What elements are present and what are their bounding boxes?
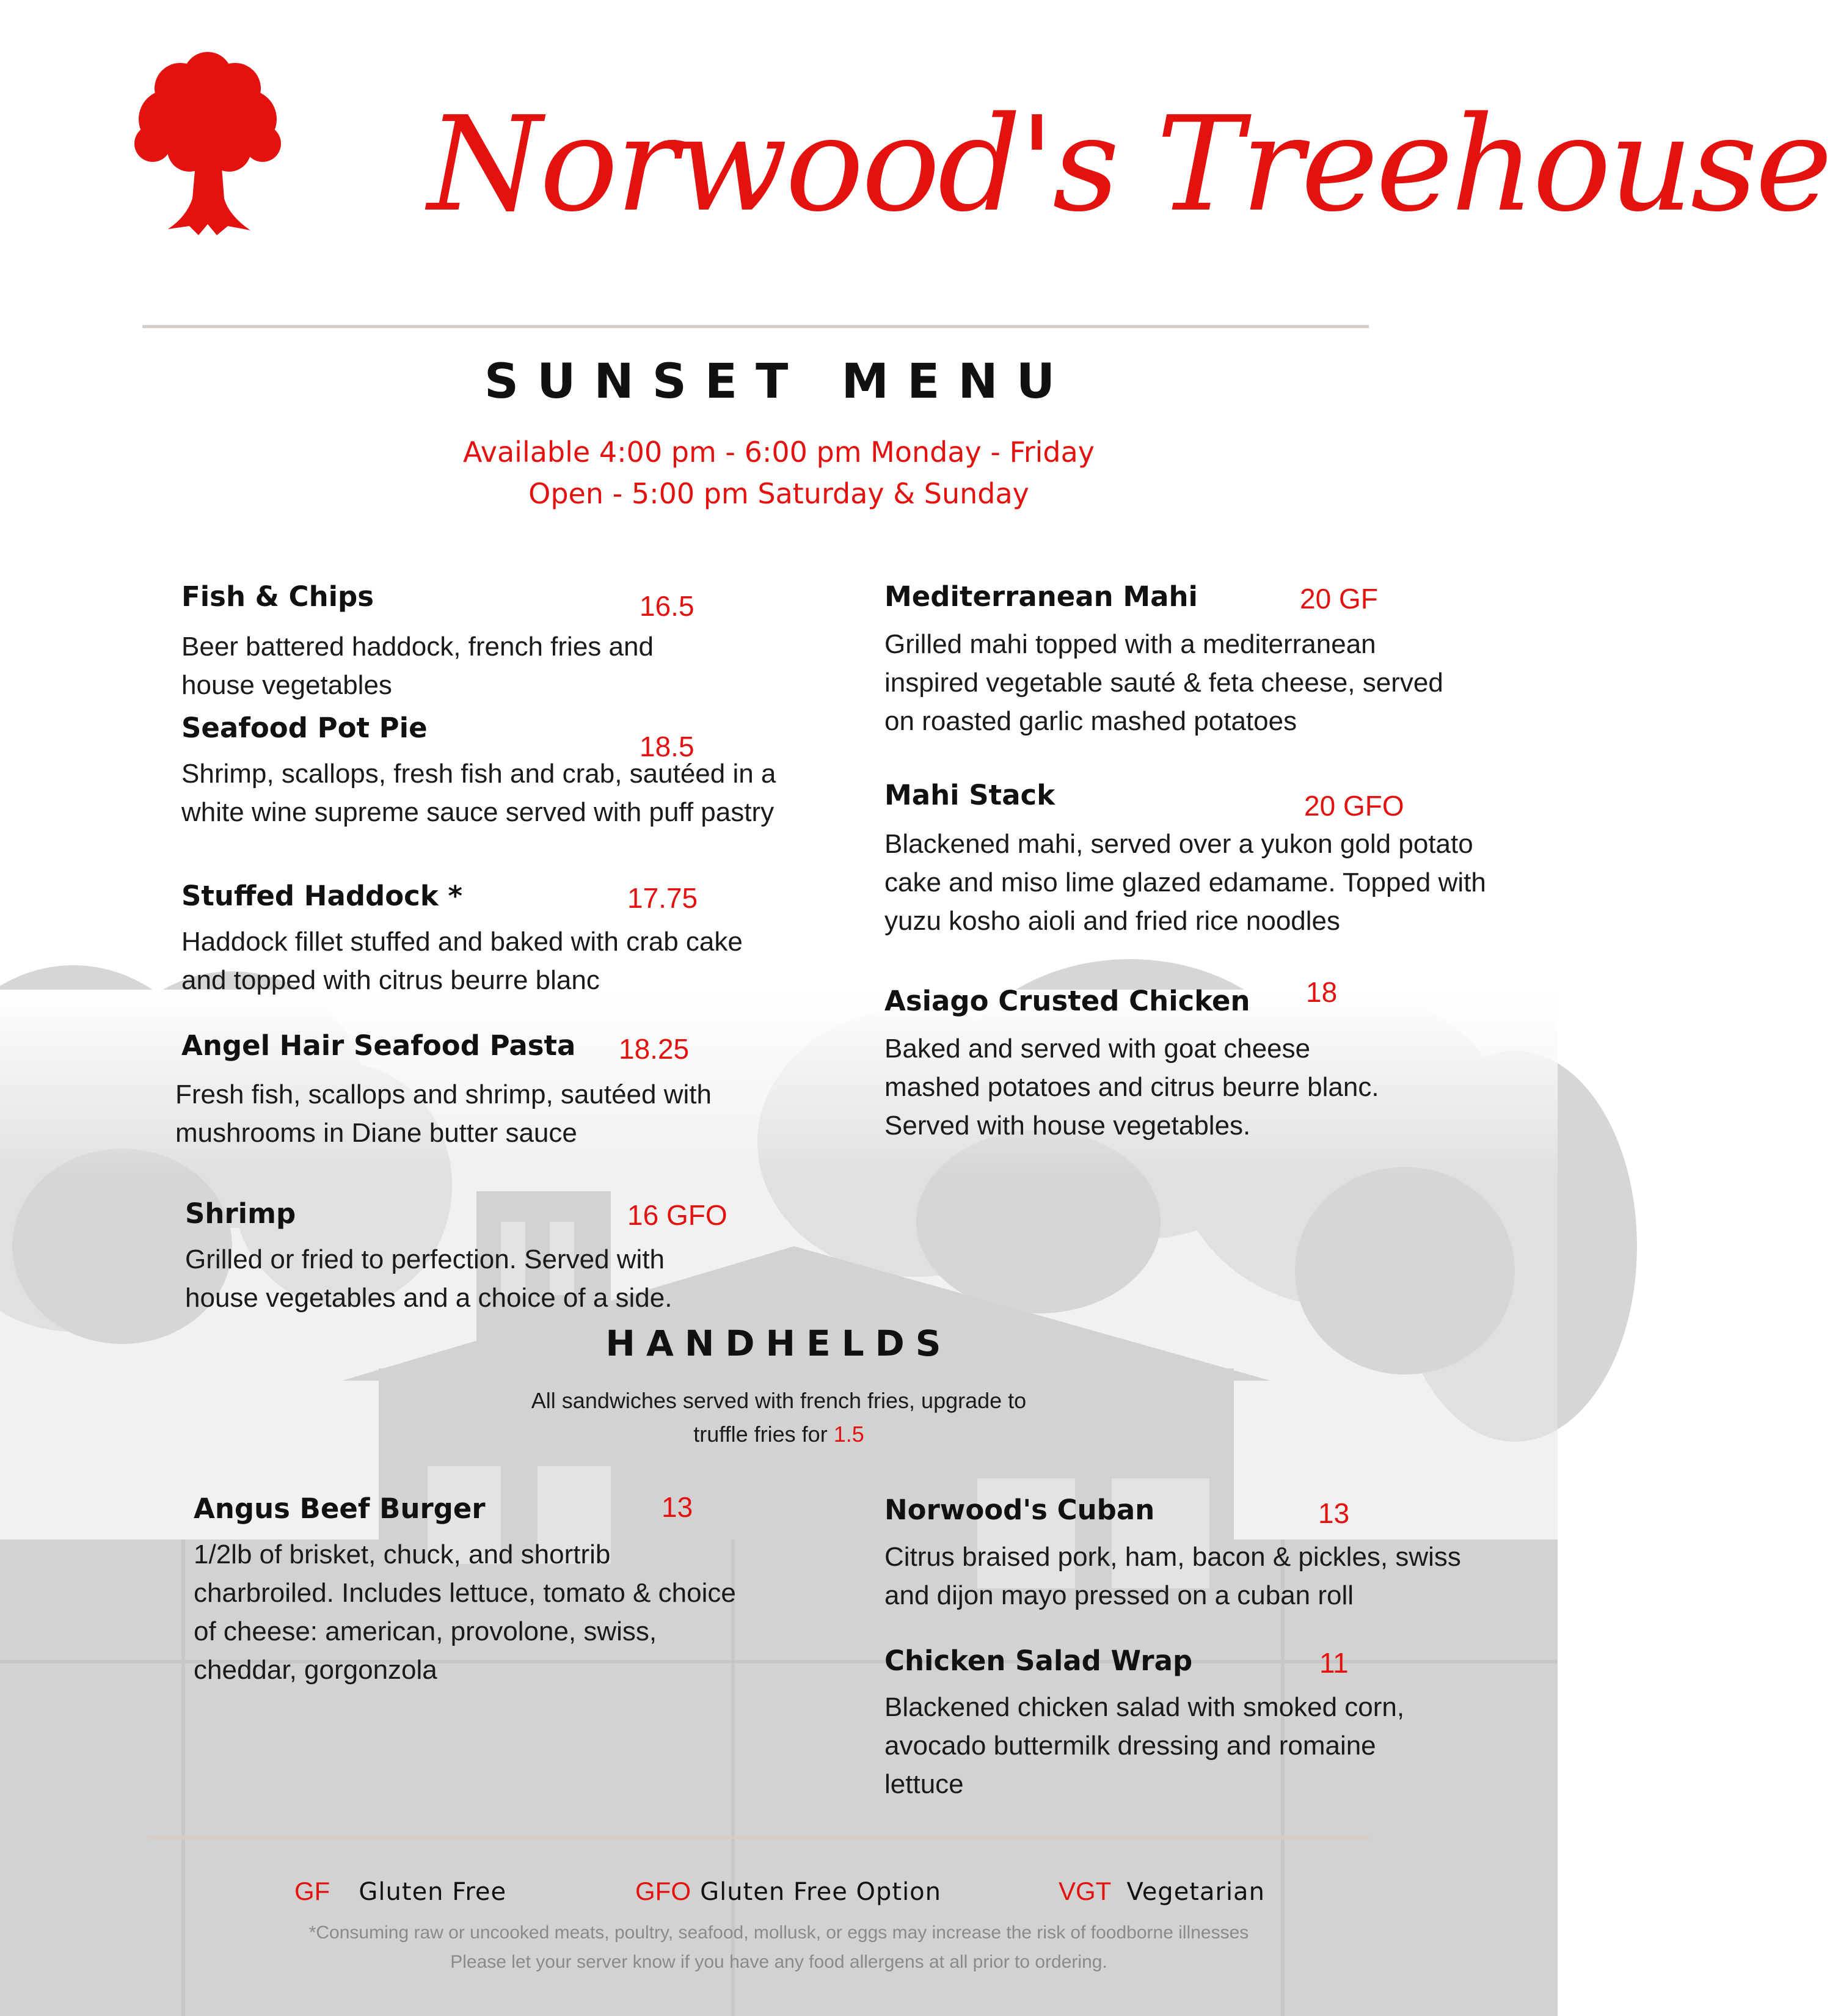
hours-weekday: Available 4:00 pm - 6:00 pm Monday - Friday	[462, 436, 1095, 469]
menu-item-price: 17.75	[627, 882, 698, 914]
menu-item-desc: Haddock fillet stuffed and baked with crab cake and topped with citrus beurre blanc	[181, 927, 743, 995]
menu-item-name: Norwood's Cuban	[884, 1494, 1155, 1526]
header-divider	[142, 325, 1369, 328]
menu-item-desc: Fresh fish, scallops and shrimp, sautéed with mushrooms in Diane butter sauce	[175, 1079, 712, 1148]
menu-item-desc: 1/2lb of brisket, chuck, and shortrib charbroiled. Includes lettuce, tomato & choice of cheese: american, provolone, swiss, cheddar, gorgonzola	[194, 1539, 736, 1685]
legend-label: Gluten Free	[359, 1878, 507, 1906]
menu-item-desc: Grilled or fried to perfection. Served with house vegetables and a choice of a side.	[185, 1244, 673, 1313]
handhelds-title: HANDHELDS	[605, 1323, 952, 1364]
menu-title: SUNSET MENU	[484, 354, 1074, 409]
menu-item-price: 18	[1306, 976, 1338, 1008]
footer-divider	[148, 1836, 1370, 1839]
menu-item-desc: Shrimp, scallops, fresh fish and crab, sautéed in a white wine supreme sauce served with puff pastry	[181, 759, 776, 827]
menu-item-name: Shrimp	[185, 1197, 296, 1230]
menu-item-price: 13	[1318, 1497, 1350, 1529]
legend-label: Vegetarian	[1126, 1878, 1265, 1906]
legend-item	[635, 1877, 941, 1906]
legend-code: VGT	[1059, 1877, 1112, 1905]
menu-item-desc: Beer battered haddock, french fries and house vegetables	[181, 632, 654, 700]
brand-title: Norwood's Treehouse	[428, 89, 1830, 241]
menu-item-price: 20 GFO	[1304, 790, 1404, 822]
menu-item-price: 11	[1319, 1647, 1349, 1679]
menu-item-price: 18.5	[640, 731, 694, 762]
legend-code: GFO	[635, 1877, 691, 1905]
menu-item-price: 16 GFO	[627, 1199, 727, 1231]
menu-item-name: Mediterranean Mahi	[884, 580, 1198, 613]
menu-item-name: Stuffed Haddock *	[181, 880, 462, 912]
menu-item-desc: Citrus braised pork, ham, bacon & pickles, swiss and dijon mayo pressed on a cuban roll	[884, 1542, 1461, 1610]
menu-item-price: 16.5	[640, 590, 694, 622]
menu-item-name: Asiago Crusted Chicken	[884, 985, 1250, 1017]
truffle-fries-price: 1.5	[833, 1422, 864, 1447]
legend-label: Gluten Free Option	[700, 1878, 942, 1906]
menu-item-name: Chicken Salad Wrap	[884, 1645, 1193, 1677]
menu-item-name: Angel Hair Seafood Pasta	[181, 1029, 576, 1062]
menu-item-desc: Blackened chicken salad with smoked corn, avocado buttermilk dressing and romaine lettuce	[884, 1692, 1405, 1799]
menu-item-desc: Grilled mahi topped with a mediterranean inspired vegetable sauté & feta cheese, served on roasted garlic mashed potatoes	[884, 629, 1443, 736]
menu-item-name: Mahi Stack	[884, 779, 1055, 811]
tree-icon	[131, 52, 284, 247]
menu-item-desc: Baked and served with goat cheese mashed potatoes and citrus beurre blanc. Served with house vegetables.	[884, 1034, 1379, 1141]
menu-item-price: 20 GF	[1300, 583, 1378, 615]
menu-item-name: Fish & Chips	[181, 580, 374, 613]
legend-item	[1059, 1877, 1265, 1906]
legend-code: GF	[294, 1877, 330, 1905]
legend-item	[294, 1877, 506, 1906]
handhelds-note: All sandwiches served with french fries, upgrade to truffle fries for 1.5	[531, 1388, 1027, 1447]
menu-item-price: 13	[662, 1491, 693, 1523]
menu-item-desc: Blackened mahi, served over a yukon gold potato cake and miso lime glazed edamame. Topped with yuzu kosho aioli and fried rice noodles	[884, 829, 1486, 936]
menu-item-name: Angus Beef Burger	[194, 1492, 486, 1525]
menu-item-price: 18.25	[619, 1033, 690, 1065]
allergen-note: Please let your server know if you have any food allergens at all prior to ordering.	[450, 1952, 1107, 1972]
allergen-disclaimer: *Consuming raw or uncooked meats, poultry, seafood, mollusk, or eggs may increase the risk of foodborne illnesses	[308, 1923, 1249, 1943]
menu-item-name: Seafood Pot Pie	[181, 712, 428, 744]
hours-weekend: Open - 5:00 pm Saturday & Sunday	[528, 477, 1029, 510]
